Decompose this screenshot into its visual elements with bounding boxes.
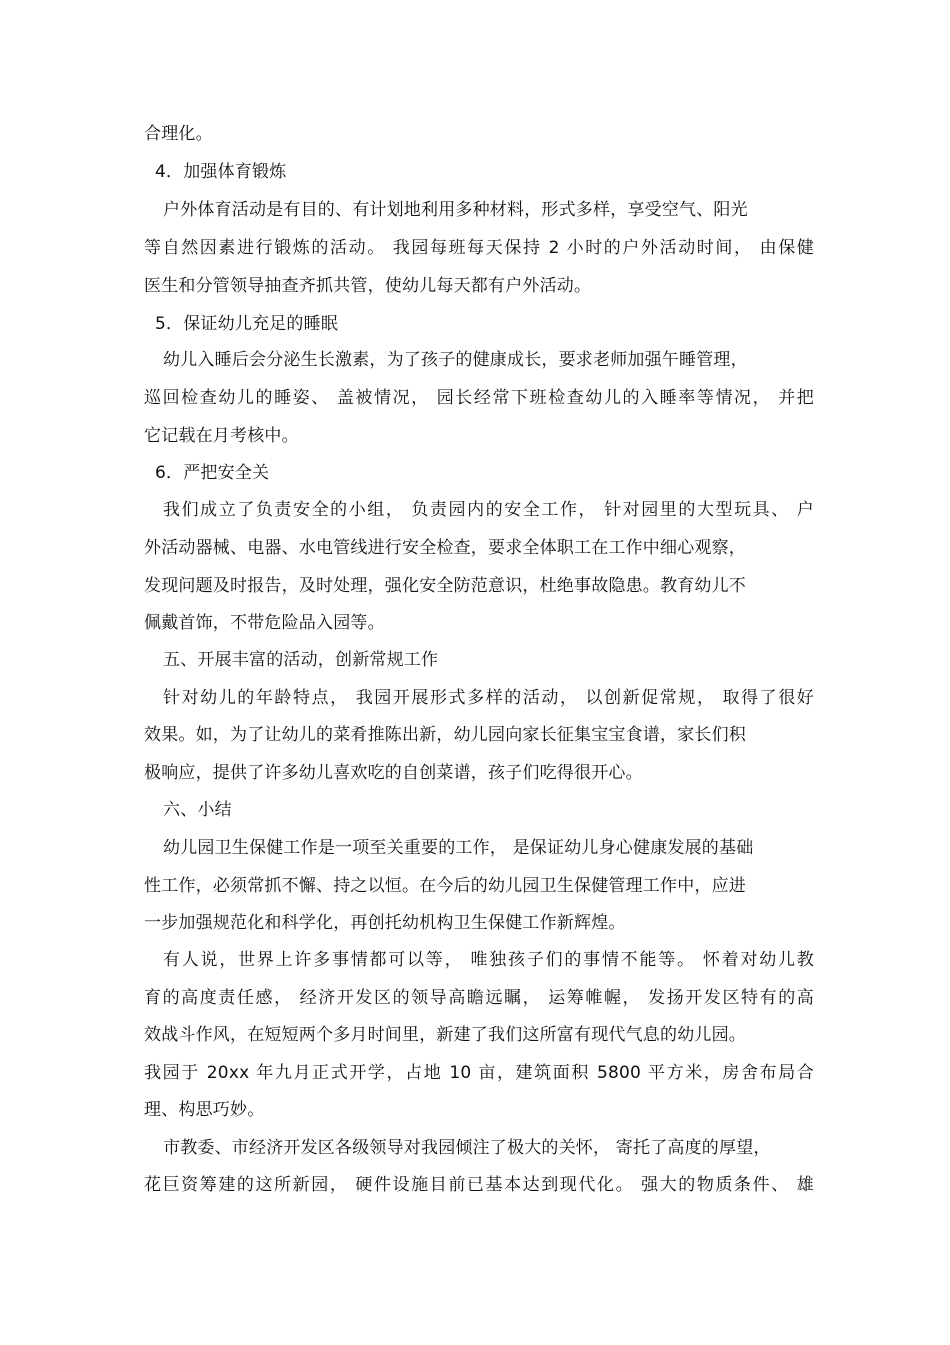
text-line: 极响应，提供了许多幼儿喜欢吃的自创菜谱，孩子们吃得很开心。 — [144, 763, 643, 783]
text-line: 理、构思巧妙。 — [144, 1100, 265, 1120]
text-line: 我园于 20xx 年九月正式开学，占地 10 亩，建筑面积 5800 平方米，房舍布局合 — [144, 1063, 814, 1083]
text-line: 医生和分管领导抽查齐抓共管，使幼儿每天都有户外活动。 — [144, 276, 592, 296]
text-line: 户外体育活动是有目的、有计划地利用多种材料，形式多样，享受空气、阳光 — [163, 200, 748, 220]
text-line: 等自然因素进行锻炼的活动。 我园每班每天保持 2 小时的户外活动时间， 由保健 — [144, 238, 814, 258]
text-line: 性工作，必须常抓不懈、持之以恒。在今后的幼儿园卫生保健管理工作中，应进 — [144, 876, 746, 896]
text-line: 幼儿入睡后会分泌生长激素，为了孩子的健康成长，要求老师加强午睡管理， — [163, 350, 748, 370]
text-line: 发现问题及时报告，及时处理，强化安全防范意识，杜绝事故隐患。教育幼儿不 — [144, 576, 746, 596]
text-line: 佩戴首饰，不带危险品入园等。 — [144, 613, 385, 633]
text-line: 花巨资筹建的这所新园， 硬件设施目前已基本达到现代化。 强大的物质条件、 雄 — [144, 1175, 814, 1195]
text-line: 有人说，世界上许多事情都可以等， 唯独孩子们的事情不能等。 怀着对幼儿教 — [163, 950, 814, 970]
text-line: 育的高度责任感， 经济开发区的领导高瞻远瞩， 运筹帷幄， 发扬开发区特有的高 — [144, 988, 814, 1008]
text-line: 效战斗作风，在短短两个多月时间里，新建了我们这所富有现代气息的幼儿园。 — [144, 1025, 746, 1045]
text-line: 外活动器械、电器、水电管线进行安全检查，要求全体职工在工作中细心观察， — [144, 538, 746, 558]
section-heading: 4．加强体育锻炼 — [155, 162, 287, 182]
text-line: 针对幼儿的年龄特点， 我园开展形式多样的活动， 以创新促常规， 取得了很好 — [163, 688, 814, 708]
text-line: 市教委、市经济开发区各级领导对我园倾注了极大的关怀， 寄托了高度的厚望， — [163, 1138, 771, 1158]
section-heading: 6．严把安全关 — [155, 463, 270, 483]
section-heading: 六、小结 — [163, 800, 232, 820]
text-line: 一步加强规范化和科学化，再创托幼机构卫生保健工作新辉煌。 — [144, 913, 626, 933]
text-line: 效果。如，为了让幼儿的菜肴推陈出新，幼儿园向家长征集宝宝食谱，家长们积 — [144, 725, 746, 745]
text-line: 幼儿园卫生保健工作是一项至关重要的工作， 是保证幼儿身心健康发展的基础 — [163, 838, 754, 858]
text-line: 它记载在月考核中。 — [144, 426, 299, 446]
section-heading: 5．保证幼儿充足的睡眠 — [155, 314, 339, 334]
text-line: 合理化。 — [144, 124, 213, 144]
text-line: 巡回检查幼儿的睡姿、 盖被情况， 园长经常下班检查幼儿的入睡率等情况， 并把 — [144, 388, 814, 408]
section-heading: 五、开展丰富的活动，创新常规工作 — [163, 650, 439, 670]
text-line: 我们成立了负责安全的小组， 负责园内的安全工作， 针对园里的大型玩具、 户 — [163, 500, 814, 520]
